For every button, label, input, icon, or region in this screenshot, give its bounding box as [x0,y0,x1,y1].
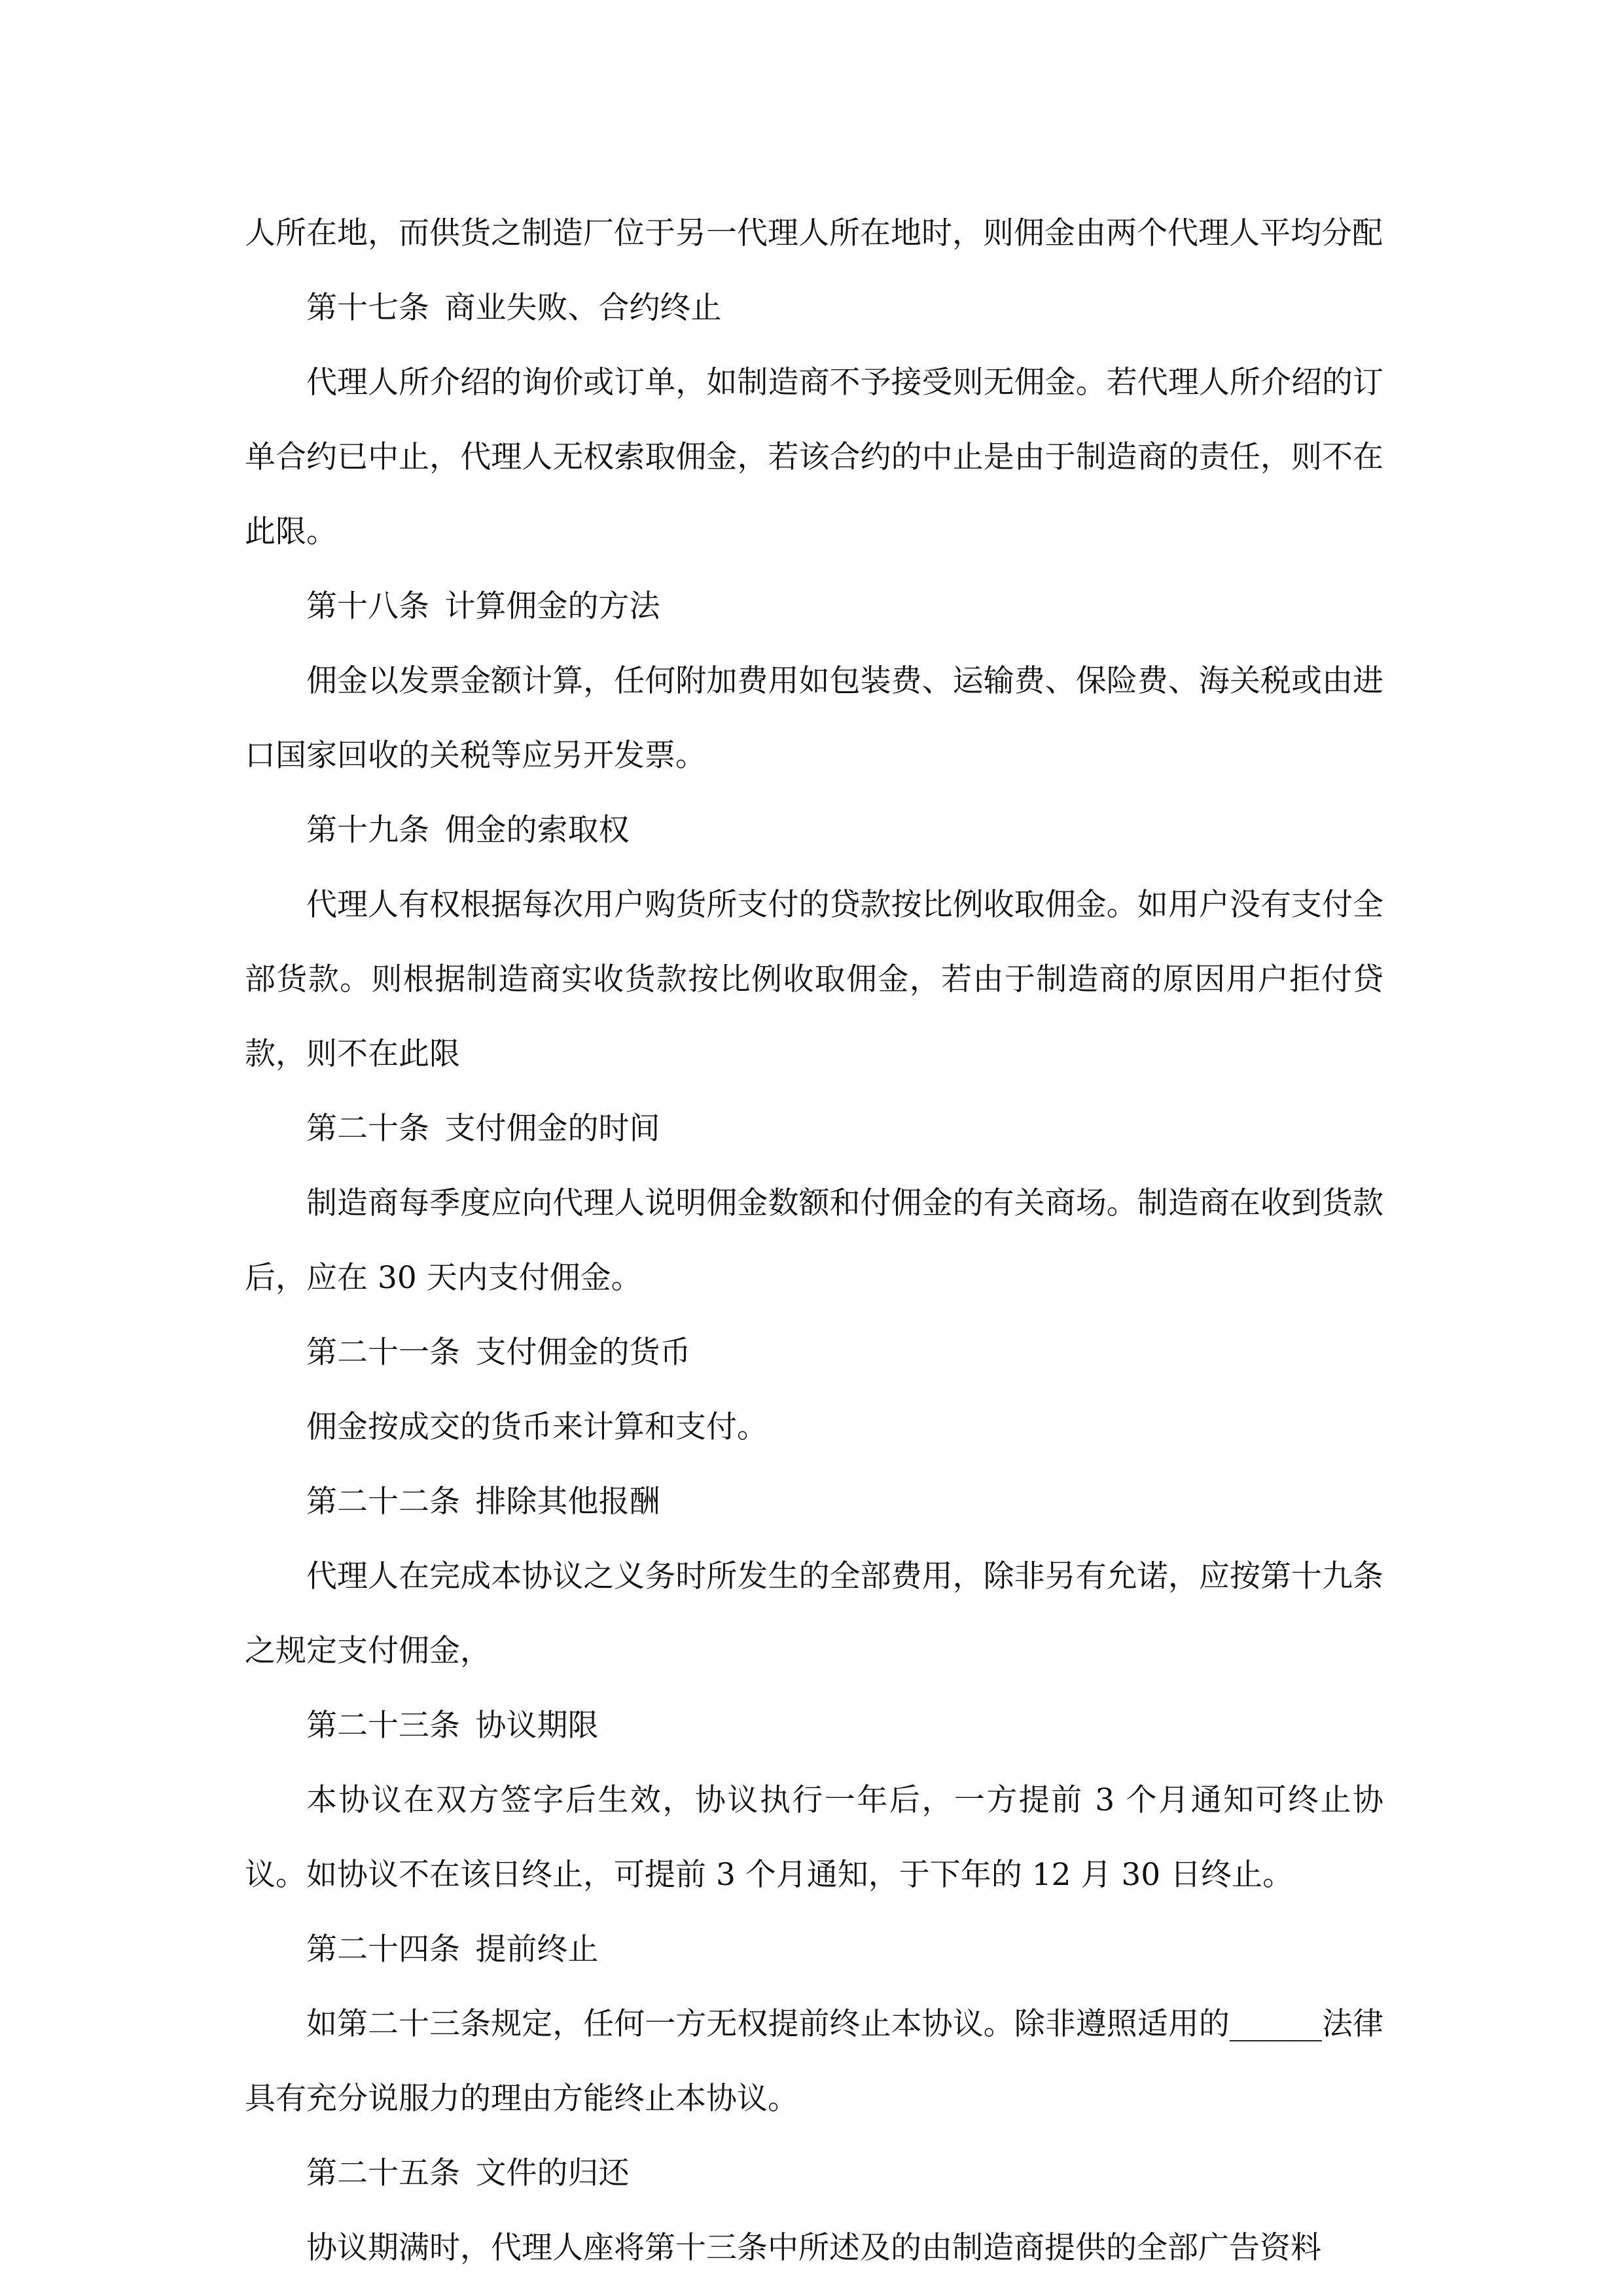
article-heading [245,1092,1383,1166]
article-heading [245,2136,1383,2211]
paragraph: 本协议在双方签字后生效，协议执行一年后，一方提前 3 个月通知可终止协议。如协议不在该日终止，可提前 3 个月通知，于下年的 12 月 30 日终止。 [245,1782,1383,1893]
paragraph: 代理人有权根据每次用户购货所支付的贷款按比例收取佣金。如用户没有支付全部货款。则根据制造商实收货款按比例收取佣金，若由于制造商的原因用户拒付贷款，则不在此限 [245,887,1383,1072]
article-title: 佣金的索取权 [444,812,630,848]
article-heading [245,569,1383,644]
article-heading [245,1912,1383,1987]
article-heading [245,1465,1383,1539]
article-number: 第二十三条 [306,1708,460,1744]
article-number: 第十八条 [306,588,429,624]
paragraph: 代理人在完成本协议之义务时所发生的全部费用，除非另有允诺，应按第十九条之规定支付佣金， [245,1558,1383,1669]
article-title: 提前终止 [475,1931,599,1967]
article-heading [245,271,1383,346]
article-title: 排除其他报酬 [475,1484,660,1520]
paragraph: 如第二十三条规定，任何一方无权提前终止本协议。除非遵照适用的______法律具有充分说服力的理由方能终止本协议。 [245,2006,1383,2117]
paragraph: 人所在地，而供货之制造厂位于另一代理人所在地时，则佣金由两个代理人平均分配 [245,215,1383,251]
article-title: 协议期限 [475,1708,599,1744]
paragraph: 佣金按成交的货币来计算和支付。 [306,1409,768,1445]
article-title: 计算佣金的方法 [444,588,660,624]
article-number: 第十七条 [306,290,429,326]
article-number: 第二十条 [306,1111,429,1147]
article-title: 商业失败、合约终止 [444,290,722,326]
article-heading [245,1316,1383,1390]
article-number: 第二十二条 [306,1484,460,1520]
paragraph: 佣金以发票金额计算，任何附加费用如包装费、运输费、保险费、海关税或由进口国家回收的关税等应另开发票。 [245,663,1383,774]
article-title: 支付佣金的货币 [475,1335,691,1371]
article-title: 支付佣金的时间 [444,1111,660,1147]
document-body [245,196,1383,2286]
article-number: 第二十四条 [306,1931,460,1967]
paragraph: 代理人所介绍的询价或订单，如制造商不予接受则无佣金。若代理人所介绍的订单合约已中止，代理人无权索取佣金，若该合约的中止是由于制造商的责任，则不在此限。 [245,365,1383,550]
article-heading [245,793,1383,868]
article-heading [245,1689,1383,1763]
paragraph: 协议期满时，代理人座将第十三条中所述及的由制造商提供的全部广告资料 [306,2230,1321,2266]
article-number: 第二十一条 [306,1335,460,1371]
paragraph: 制造商每季度应向代理人说明佣金数额和付佣金的有关商场。制造商在收到货款后，应在 30 天内支付佣金。 [245,1185,1383,1296]
article-number: 第十九条 [306,812,429,848]
article-title: 文件的归还 [475,2155,630,2191]
article-number: 第二十五条 [306,2155,460,2191]
